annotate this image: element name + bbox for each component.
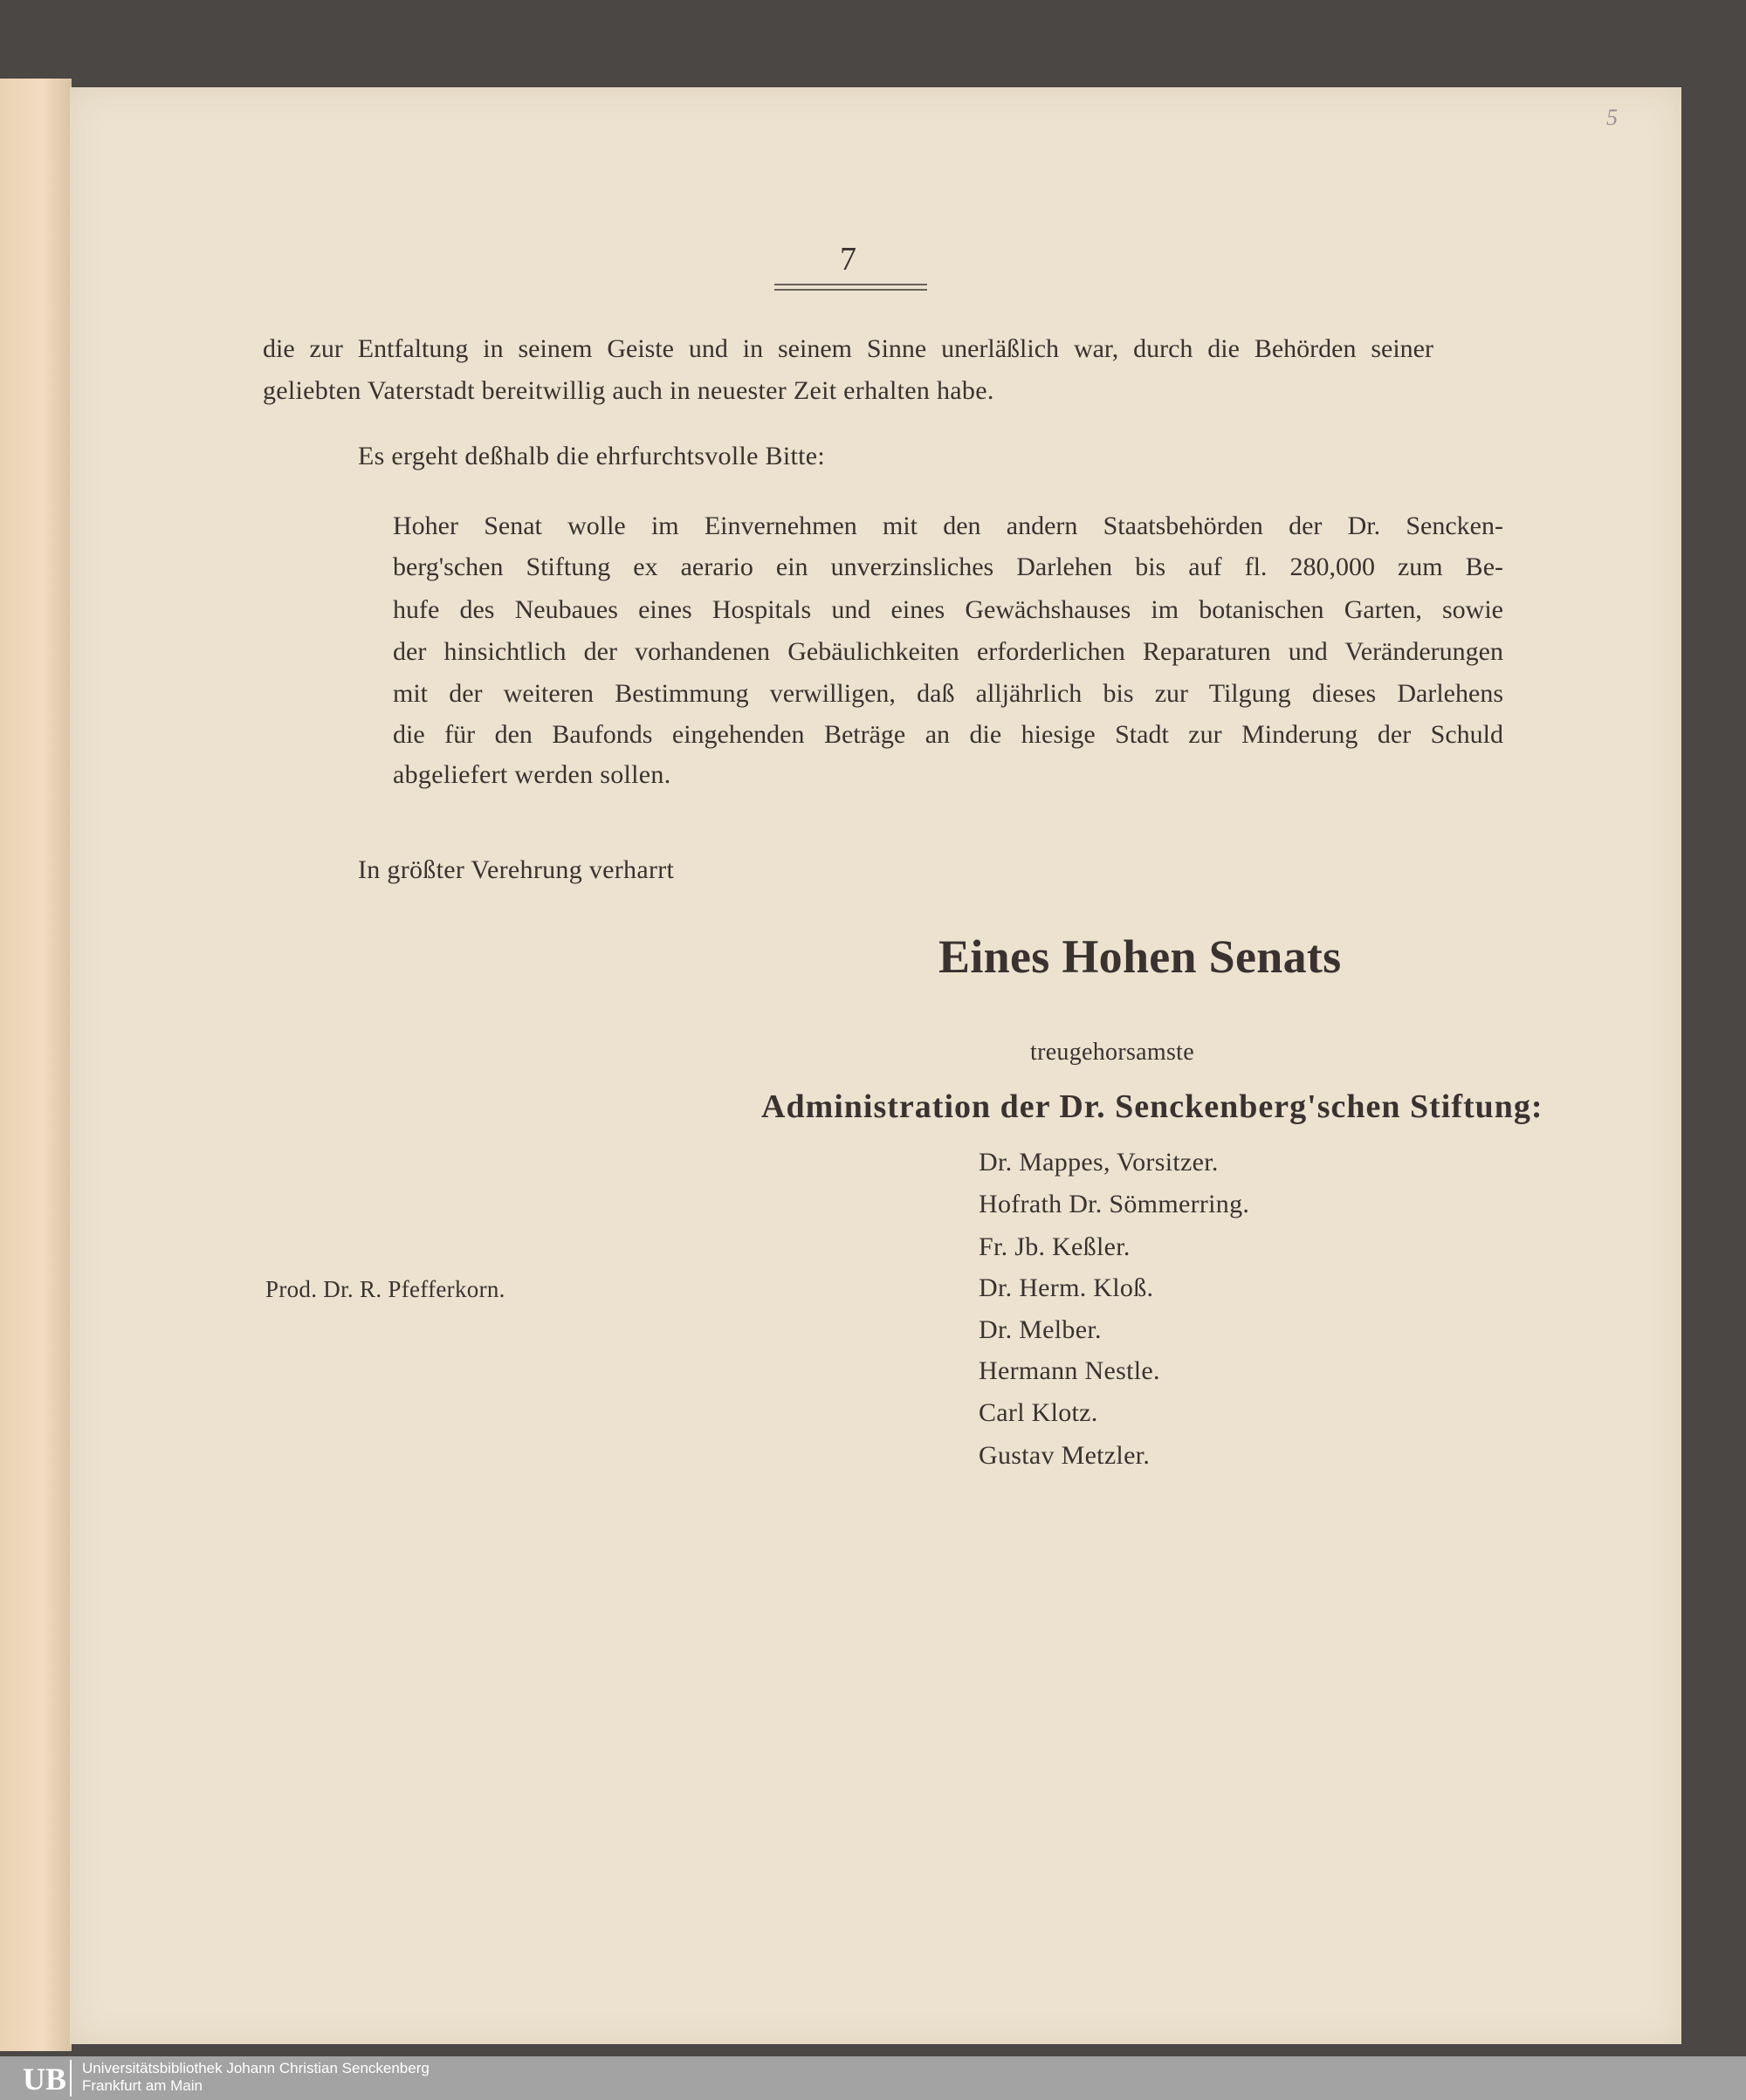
request-line: abgeliefert werden sollen. — [393, 760, 671, 789]
page-number-rule — [774, 284, 927, 285]
addressee: Eines Hohen Senats — [938, 930, 1342, 983]
humble-phrase: treugehorsamste — [1030, 1039, 1194, 1066]
request-line: die für den Baufonds eingehenden Beträge an die hiesige Stadt zur Minderung der Schuld — [393, 720, 1503, 749]
request-line: der hinsichtlich der vorhandenen Gebäulichkeiten erforderlichen Reparaturen und Veränderungen — [393, 637, 1503, 666]
signer-name: Fr. Jb. Keßler. — [979, 1232, 1131, 1261]
corner-pencil-mark: 5 — [1606, 105, 1619, 130]
library-name: Universitätsbibliothek Johann Christian Senckenberg — [82, 2060, 430, 2076]
signer-name: Gustav Metzler. — [979, 1441, 1151, 1470]
library-banner — [0, 2056, 1746, 2100]
page-number: 7 — [840, 241, 857, 278]
signer-name: Hofrath Dr. Sömmerring. — [979, 1190, 1250, 1218]
paragraph-line: geliebten Vaterstadt bereitwillig auch in neuester Zeit erhalten habe. — [263, 376, 994, 405]
request-line: mit der weiteren Bestimmung verwilligen, daß alljährlich bis zur Tilgung dieses Darlehens — [393, 679, 1503, 708]
paragraph-line: die zur Entfaltung in seinem Geiste und in seinem Sinne unerläßlich war, durch die Behörden seiner — [263, 334, 1433, 363]
signer-name: Dr. Melber. — [979, 1315, 1102, 1344]
signer-name: Hermann Nestle. — [979, 1356, 1160, 1385]
request-line: Hoher Senat wolle im Einvernehmen mit den andern Staatsbehörden der Dr. Sencken- — [393, 511, 1503, 540]
signer-name: Dr. Mappes, Vorsitzer. — [979, 1148, 1219, 1177]
document-page — [70, 87, 1681, 2044]
ub-logo: UB — [3, 2060, 72, 2097]
page-number-rule — [774, 289, 927, 291]
signer-name: Carl Klotz. — [979, 1398, 1098, 1427]
notary-line: Prod. Dr. R. Pfefferkorn. — [265, 1276, 505, 1302]
closing-line: In größter Verehrung verharrt — [358, 855, 675, 884]
library-location: Frankfurt am Main — [82, 2077, 203, 2094]
request-intro: Es ergeht deßhalb die ehrfurchtsvolle Bitte: — [358, 442, 825, 470]
signer-name: Dr. Herm. Kloß. — [979, 1273, 1154, 1302]
request-line: hufe des Neubaues eines Hospitals und eines Gewächshauses im botanischen Garten, sowie — [393, 595, 1503, 624]
request-line: berg'schen Stiftung ex aerario ein unverzinsliches Darlehen bis auf fl. 280,000 zum Be- — [393, 552, 1503, 581]
signatory: Administration der Dr. Senckenberg'schen Stiftung: — [761, 1088, 1543, 1125]
facing-page-edge — [0, 79, 72, 2051]
